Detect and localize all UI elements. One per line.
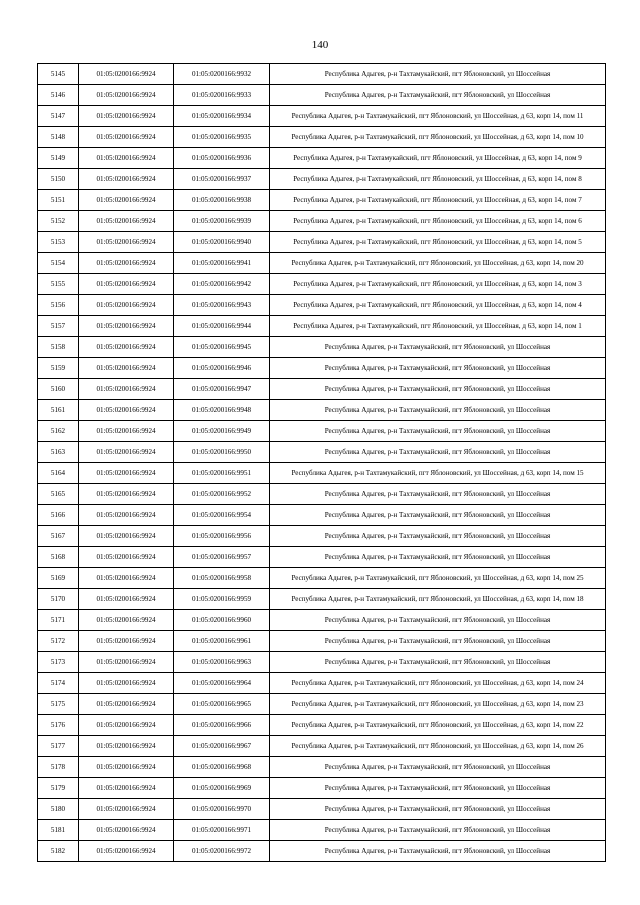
cadastral-number-cell: 01:05:0200166:9938 xyxy=(174,190,270,211)
parent-cadastral-cell: 01:05:0200166:9924 xyxy=(79,253,174,274)
table-row xyxy=(38,652,606,673)
cadastral-number-cell: 01:05:0200166:9939 xyxy=(174,211,270,232)
address-cell: Республика Адыгея, р-н Тахтамукайский, пгт Яблоновский, ул Шоссейная xyxy=(270,757,606,778)
cadastral-number-cell: 01:05:0200166:9934 xyxy=(174,106,270,127)
row-number-cell: 5178 xyxy=(38,757,79,778)
address-cell: Республика Адыгея, р-н Тахтамукайский, пгт Яблоновский, ул Шоссейная xyxy=(270,337,606,358)
table-row xyxy=(38,190,606,211)
address-cell: Республика Адыгея, р-н Тахтамукайский, пгт Яблоновский, ул Шоссейная, д 63, корп 14, пом 7 xyxy=(270,190,606,211)
cadastral-number-cell: 01:05:0200166:9969 xyxy=(174,778,270,799)
cadastral-number-cell: 01:05:0200166:9935 xyxy=(174,127,270,148)
cadastral-number-cell: 01:05:0200166:9956 xyxy=(174,526,270,547)
address-cell: Республика Адыгея, р-н Тахтамукайский, пгт Яблоновский, ул Шоссейная, д 63, корп 14, пом 4 xyxy=(270,295,606,316)
parent-cadastral-cell: 01:05:0200166:9924 xyxy=(79,505,174,526)
parent-cadastral-cell: 01:05:0200166:9924 xyxy=(79,715,174,736)
row-number-cell: 5151 xyxy=(38,190,79,211)
row-number-cell: 5153 xyxy=(38,232,79,253)
table-row xyxy=(38,505,606,526)
address-cell: Республика Адыгея, р-н Тахтамукайский, пгт Яблоновский, ул Шоссейная xyxy=(270,799,606,820)
table-row xyxy=(38,526,606,547)
cadastral-number-cell: 01:05:0200166:9959 xyxy=(174,589,270,610)
table-row xyxy=(38,127,606,148)
address-cell: Республика Адыгея, р-н Тахтамукайский, пгт Яблоновский, ул Шоссейная xyxy=(270,358,606,379)
row-number-cell: 5154 xyxy=(38,253,79,274)
cadastral-number-cell: 01:05:0200166:9947 xyxy=(174,379,270,400)
row-number-cell: 5172 xyxy=(38,631,79,652)
address-cell: Республика Адыгея, р-н Тахтамукайский, пгт Яблоновский, ул Шоссейная, д 63, корп 14, пом 3 xyxy=(270,274,606,295)
table-row xyxy=(38,715,606,736)
parent-cadastral-cell: 01:05:0200166:9924 xyxy=(79,841,174,862)
address-cell: Республика Адыгея, р-н Тахтамукайский, пгт Яблоновский, ул Шоссейная, д 63, корп 14, пом 23 xyxy=(270,694,606,715)
row-number-cell: 5166 xyxy=(38,505,79,526)
table-row xyxy=(38,589,606,610)
address-cell: Республика Адыгея, р-н Тахтамукайский, пгт Яблоновский, ул Шоссейная, д 63, корп 14, пом 11 xyxy=(270,106,606,127)
table-row xyxy=(38,106,606,127)
parent-cadastral-cell: 01:05:0200166:9924 xyxy=(79,190,174,211)
address-cell: Республика Адыгея, р-н Тахтамукайский, пгт Яблоновский, ул Шоссейная, д 63, корп 14, пом 1 xyxy=(270,316,606,337)
parent-cadastral-cell: 01:05:0200166:9924 xyxy=(79,568,174,589)
table-row xyxy=(38,820,606,841)
table-row xyxy=(38,694,606,715)
cadastral-number-cell: 01:05:0200166:9943 xyxy=(174,295,270,316)
parent-cadastral-cell: 01:05:0200166:9924 xyxy=(79,358,174,379)
table-row xyxy=(38,757,606,778)
address-cell: Республика Адыгея, р-н Тахтамукайский, пгт Яблоновский, ул Шоссейная xyxy=(270,379,606,400)
address-cell: Республика Адыгея, р-н Тахтамукайский, пгт Яблоновский, ул Шоссейная, д 63, корп 14, пом 22 xyxy=(270,715,606,736)
parent-cadastral-cell: 01:05:0200166:9924 xyxy=(79,379,174,400)
registry-table xyxy=(37,63,606,862)
address-cell: Республика Адыгея, р-н Тахтамукайский, пгт Яблоновский, ул Шоссейная, д 63, корп 14, пом 26 xyxy=(270,736,606,757)
row-number-cell: 5182 xyxy=(38,841,79,862)
cadastral-number-cell: 01:05:0200166:9940 xyxy=(174,232,270,253)
row-number-cell: 5176 xyxy=(38,715,79,736)
table-row xyxy=(38,337,606,358)
row-number-cell: 5179 xyxy=(38,778,79,799)
row-number-cell: 5152 xyxy=(38,211,79,232)
parent-cadastral-cell: 01:05:0200166:9924 xyxy=(79,106,174,127)
table-row xyxy=(38,736,606,757)
parent-cadastral-cell: 01:05:0200166:9924 xyxy=(79,778,174,799)
cadastral-number-cell: 01:05:0200166:9932 xyxy=(174,64,270,85)
table-row xyxy=(38,673,606,694)
address-cell: Республика Адыгея, р-н Тахтамукайский, пгт Яблоновский, ул Шоссейная, д 63, корп 14, пом 6 xyxy=(270,211,606,232)
parent-cadastral-cell: 01:05:0200166:9924 xyxy=(79,232,174,253)
parent-cadastral-cell: 01:05:0200166:9924 xyxy=(79,820,174,841)
address-cell: Республика Адыгея, р-н Тахтамукайский, пгт Яблоновский, ул Шоссейная, д 63, корп 14, пом 10 xyxy=(270,127,606,148)
parent-cadastral-cell: 01:05:0200166:9924 xyxy=(79,421,174,442)
cadastral-number-cell: 01:05:0200166:9968 xyxy=(174,757,270,778)
row-number-cell: 5157 xyxy=(38,316,79,337)
address-cell: Республика Адыгея, р-н Тахтамукайский, пгт Яблоновский, ул Шоссейная, д 63, корп 14, пом 20 xyxy=(270,253,606,274)
parent-cadastral-cell: 01:05:0200166:9924 xyxy=(79,799,174,820)
table-row xyxy=(38,421,606,442)
cadastral-number-cell: 01:05:0200166:9942 xyxy=(174,274,270,295)
table-row xyxy=(38,148,606,169)
row-number-cell: 5158 xyxy=(38,337,79,358)
parent-cadastral-cell: 01:05:0200166:9924 xyxy=(79,526,174,547)
table-row xyxy=(38,358,606,379)
cadastral-number-cell: 01:05:0200166:9941 xyxy=(174,253,270,274)
address-cell: Республика Адыгея, р-н Тахтамукайский, пгт Яблоновский, ул Шоссейная xyxy=(270,652,606,673)
address-cell: Республика Адыгея, р-н Тахтамукайский, пгт Яблоновский, ул Шоссейная xyxy=(270,400,606,421)
table-row xyxy=(38,379,606,400)
cadastral-number-cell: 01:05:0200166:9971 xyxy=(174,820,270,841)
address-cell: Республика Адыгея, р-н Тахтамукайский, пгт Яблоновский, ул Шоссейная, д 63, корп 14, пом 8 xyxy=(270,169,606,190)
cadastral-number-cell: 01:05:0200166:9964 xyxy=(174,673,270,694)
parent-cadastral-cell: 01:05:0200166:9924 xyxy=(79,442,174,463)
row-number-cell: 5171 xyxy=(38,610,79,631)
parent-cadastral-cell: 01:05:0200166:9924 xyxy=(79,127,174,148)
address-cell: Республика Адыгея, р-н Тахтамукайский, пгт Яблоновский, ул Шоссейная, д 63, корп 14, пом 15 xyxy=(270,463,606,484)
table-row xyxy=(38,442,606,463)
cadastral-number-cell: 01:05:0200166:9961 xyxy=(174,631,270,652)
parent-cadastral-cell: 01:05:0200166:9924 xyxy=(79,757,174,778)
row-number-cell: 5156 xyxy=(38,295,79,316)
parent-cadastral-cell: 01:05:0200166:9924 xyxy=(79,400,174,421)
cadastral-number-cell: 01:05:0200166:9952 xyxy=(174,484,270,505)
table-row xyxy=(38,778,606,799)
row-number-cell: 5170 xyxy=(38,589,79,610)
table-row xyxy=(38,631,606,652)
table-row xyxy=(38,64,606,85)
cadastral-number-cell: 01:05:0200166:9944 xyxy=(174,316,270,337)
parent-cadastral-cell: 01:05:0200166:9924 xyxy=(79,673,174,694)
row-number-cell: 5147 xyxy=(38,106,79,127)
address-cell: Республика Адыгея, р-н Тахтамукайский, пгт Яблоновский, ул Шоссейная, д 63, корп 14, пом 5 xyxy=(270,232,606,253)
cadastral-number-cell: 01:05:0200166:9936 xyxy=(174,148,270,169)
table-row xyxy=(38,169,606,190)
cadastral-number-cell: 01:05:0200166:9965 xyxy=(174,694,270,715)
cadastral-number-cell: 01:05:0200166:9966 xyxy=(174,715,270,736)
parent-cadastral-cell: 01:05:0200166:9924 xyxy=(79,316,174,337)
parent-cadastral-cell: 01:05:0200166:9924 xyxy=(79,694,174,715)
parent-cadastral-cell: 01:05:0200166:9924 xyxy=(79,610,174,631)
address-cell: Республика Адыгея, р-н Тахтамукайский, пгт Яблоновский, ул Шоссейная xyxy=(270,610,606,631)
table-row xyxy=(38,463,606,484)
cadastral-number-cell: 01:05:0200166:9945 xyxy=(174,337,270,358)
parent-cadastral-cell: 01:05:0200166:9924 xyxy=(79,148,174,169)
address-cell: Республика Адыгея, р-н Тахтамукайский, пгт Яблоновский, ул Шоссейная xyxy=(270,484,606,505)
cadastral-number-cell: 01:05:0200166:9954 xyxy=(174,505,270,526)
row-number-cell: 5159 xyxy=(38,358,79,379)
row-number-cell: 5173 xyxy=(38,652,79,673)
row-number-cell: 5145 xyxy=(38,64,79,85)
table-row xyxy=(38,274,606,295)
table-row xyxy=(38,232,606,253)
row-number-cell: 5160 xyxy=(38,379,79,400)
table-row xyxy=(38,316,606,337)
address-cell: Республика Адыгея, р-н Тахтамукайский, пгт Яблоновский, ул Шоссейная xyxy=(270,442,606,463)
table-row xyxy=(38,85,606,106)
table-row xyxy=(38,547,606,568)
parent-cadastral-cell: 01:05:0200166:9924 xyxy=(79,484,174,505)
row-number-cell: 5167 xyxy=(38,526,79,547)
cadastral-number-cell: 01:05:0200166:9967 xyxy=(174,736,270,757)
address-cell: Республика Адыгея, р-н Тахтамукайский, пгт Яблоновский, ул Шоссейная, д 63, корп 14, пом 18 xyxy=(270,589,606,610)
row-number-cell: 5146 xyxy=(38,85,79,106)
table-row xyxy=(38,295,606,316)
cadastral-number-cell: 01:05:0200166:9948 xyxy=(174,400,270,421)
parent-cadastral-cell: 01:05:0200166:9924 xyxy=(79,463,174,484)
row-number-cell: 5180 xyxy=(38,799,79,820)
table-row xyxy=(38,610,606,631)
parent-cadastral-cell: 01:05:0200166:9924 xyxy=(79,337,174,358)
address-cell: Республика Адыгея, р-н Тахтамукайский, пгт Яблоновский, ул Шоссейная xyxy=(270,778,606,799)
row-number-cell: 5177 xyxy=(38,736,79,757)
row-number-cell: 5164 xyxy=(38,463,79,484)
cadastral-number-cell: 01:05:0200166:9949 xyxy=(174,421,270,442)
parent-cadastral-cell: 01:05:0200166:9924 xyxy=(79,169,174,190)
parent-cadastral-cell: 01:05:0200166:9924 xyxy=(79,295,174,316)
row-number-cell: 5169 xyxy=(38,568,79,589)
row-number-cell: 5148 xyxy=(38,127,79,148)
address-cell: Республика Адыгея, р-н Тахтамукайский, пгт Яблоновский, ул Шоссейная, д 63, корп 14, пом 25 xyxy=(270,568,606,589)
row-number-cell: 5150 xyxy=(38,169,79,190)
row-number-cell: 5155 xyxy=(38,274,79,295)
parent-cadastral-cell: 01:05:0200166:9924 xyxy=(79,211,174,232)
address-cell: Республика Адыгея, р-н Тахтамукайский, пгт Яблоновский, ул Шоссейная xyxy=(270,505,606,526)
cadastral-number-cell: 01:05:0200166:9950 xyxy=(174,442,270,463)
address-cell: Республика Адыгея, р-н Тахтамукайский, пгт Яблоновский, ул Шоссейная xyxy=(270,526,606,547)
cadastral-number-cell: 01:05:0200166:9970 xyxy=(174,799,270,820)
address-cell: Республика Адыгея, р-н Тахтамукайский, пгт Яблоновский, ул Шоссейная xyxy=(270,547,606,568)
parent-cadastral-cell: 01:05:0200166:9924 xyxy=(79,631,174,652)
page-number: 140 xyxy=(311,39,329,51)
address-cell: Республика Адыгея, р-н Тахтамукайский, пгт Яблоновский, ул Шоссейная, д 63, корп 14, пом 9 xyxy=(270,148,606,169)
parent-cadastral-cell: 01:05:0200166:9924 xyxy=(79,736,174,757)
table-row xyxy=(38,568,606,589)
address-cell: Республика Адыгея, р-н Тахтамукайский, пгт Яблоновский, ул Шоссейная xyxy=(270,64,606,85)
table-row xyxy=(38,841,606,862)
cadastral-number-cell: 01:05:0200166:9963 xyxy=(174,652,270,673)
address-cell: Республика Адыгея, р-н Тахтамукайский, пгт Яблоновский, ул Шоссейная, д 63, корп 14, пом 24 xyxy=(270,673,606,694)
table-row xyxy=(38,253,606,274)
row-number-cell: 5162 xyxy=(38,421,79,442)
parent-cadastral-cell: 01:05:0200166:9924 xyxy=(79,274,174,295)
cadastral-number-cell: 01:05:0200166:9946 xyxy=(174,358,270,379)
registry-table-body xyxy=(38,64,606,862)
parent-cadastral-cell: 01:05:0200166:9924 xyxy=(79,547,174,568)
cadastral-number-cell: 01:05:0200166:9960 xyxy=(174,610,270,631)
row-number-cell: 5149 xyxy=(38,148,79,169)
table-row xyxy=(38,400,606,421)
parent-cadastral-cell: 01:05:0200166:9924 xyxy=(79,64,174,85)
address-cell: Республика Адыгея, р-н Тахтамукайский, пгт Яблоновский, ул Шоссейная xyxy=(270,841,606,862)
table-row xyxy=(38,484,606,505)
row-number-cell: 5161 xyxy=(38,400,79,421)
address-cell: Республика Адыгея, р-н Тахтамукайский, пгт Яблоновский, ул Шоссейная xyxy=(270,631,606,652)
parent-cadastral-cell: 01:05:0200166:9924 xyxy=(79,652,174,673)
cadastral-number-cell: 01:05:0200166:9972 xyxy=(174,841,270,862)
row-number-cell: 5165 xyxy=(38,484,79,505)
row-number-cell: 5181 xyxy=(38,820,79,841)
address-cell: Республика Адыгея, р-н Тахтамукайский, пгт Яблоновский, ул Шоссейная xyxy=(270,85,606,106)
cadastral-number-cell: 01:05:0200166:9958 xyxy=(174,568,270,589)
row-number-cell: 5174 xyxy=(38,673,79,694)
parent-cadastral-cell: 01:05:0200166:9924 xyxy=(79,589,174,610)
cadastral-number-cell: 01:05:0200166:9933 xyxy=(174,85,270,106)
cadastral-number-cell: 01:05:0200166:9937 xyxy=(174,169,270,190)
parent-cadastral-cell: 01:05:0200166:9924 xyxy=(79,85,174,106)
row-number-cell: 5168 xyxy=(38,547,79,568)
table-row xyxy=(38,799,606,820)
row-number-cell: 5163 xyxy=(38,442,79,463)
row-number-cell: 5175 xyxy=(38,694,79,715)
cadastral-number-cell: 01:05:0200166:9957 xyxy=(174,547,270,568)
address-cell: Республика Адыгея, р-н Тахтамукайский, пгт Яблоновский, ул Шоссейная xyxy=(270,421,606,442)
cadastral-number-cell: 01:05:0200166:9951 xyxy=(174,463,270,484)
address-cell: Республика Адыгея, р-н Тахтамукайский, пгт Яблоновский, ул Шоссейная xyxy=(270,820,606,841)
table-row xyxy=(38,211,606,232)
